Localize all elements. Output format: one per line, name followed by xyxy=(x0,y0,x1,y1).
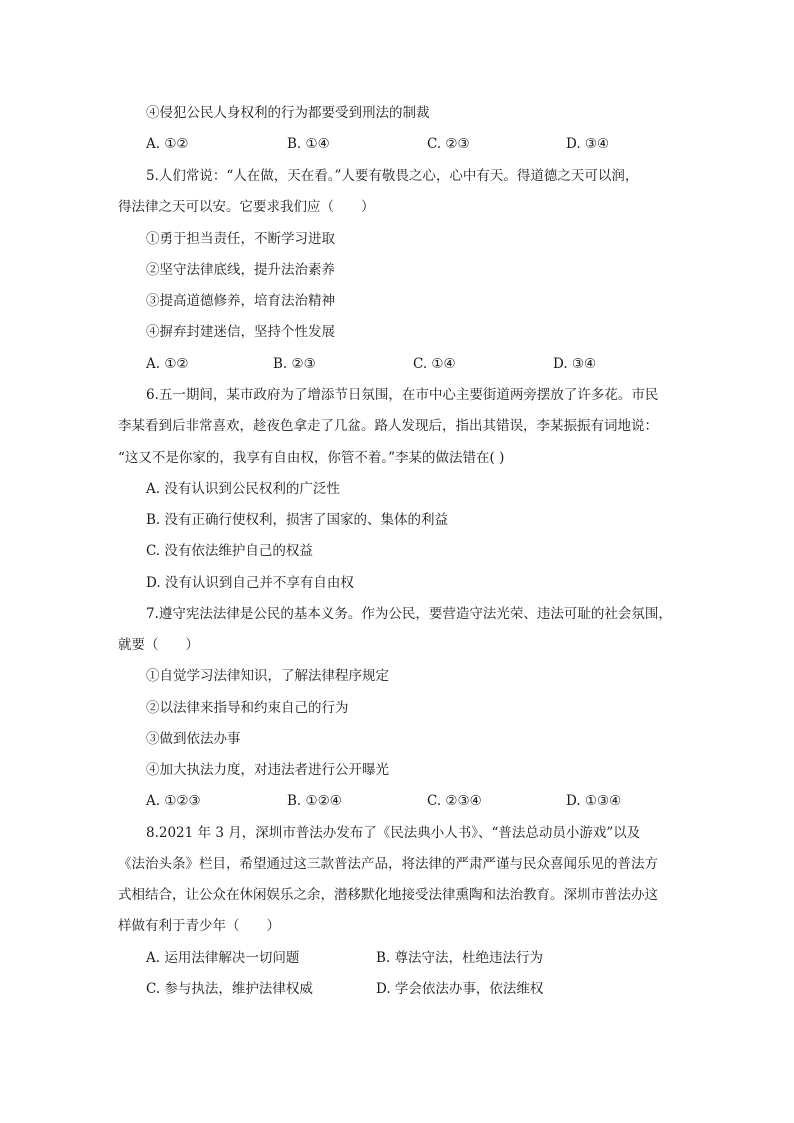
q6-option-a: A. 没有认识到公民权利的广泛性 xyxy=(146,481,340,497)
q8-option-d: D. 学会依法办事，依法维权 xyxy=(376,981,544,997)
q5-item-4: ④摒弃封建迷信，坚持个性发展 xyxy=(146,324,335,340)
q5-item-1: ①勇于担当责任，不断学习进取 xyxy=(146,231,335,247)
q7-stem-line-1: 7.遵守宪法法律是公民的基本义务。作为公民，要营造守法光荣、违法可耻的社会氛围， xyxy=(146,606,672,622)
q8-option-a: A. 运用法律解决一切问题 xyxy=(146,950,300,966)
q6-option-d: D. 没有认识到自己并不享有自由权 xyxy=(146,575,354,591)
q5-option-d: D. ③④ xyxy=(553,356,597,372)
q5-stem-line-1: 5.人们常说：“人在做，天在看。”人要有敬畏之心，心中有天。得道德之天可以润， xyxy=(146,168,639,184)
q8-stem-line-1: 8.2021 年 3 月，深圳市普法办发布了《民法典小人书》、“普法总动员小游戏”以及 xyxy=(146,825,641,841)
q8-stem-line-4: 样做有利于青少年（ ） xyxy=(118,918,280,934)
q4-option-c: C. ②③ xyxy=(427,136,470,152)
q6-stem-line-2: 李某看到后非常喜欢，趁夜色拿走了几盆。路人发现后，指出其错误，李某振振有词地说： xyxy=(118,418,658,434)
q6-stem-line-1: 6.五一期间，某市政府为了增添节日氛围，在市中心主要街道两旁摆放了许多花。市民 xyxy=(146,387,659,403)
q7-item-4: ④加大执法力度，对违法者进行公开曝光 xyxy=(146,762,389,778)
q6-stem-line-3: “这又不是你家的，我享有自由权，你管不着。”李某的做法错在( ) xyxy=(118,450,505,466)
q6-option-b: B. 没有正确行使权利，损害了国家的、集体的利益 xyxy=(146,512,449,528)
q5-item-2: ②坚守法律底线，提升法治素养 xyxy=(146,262,335,278)
q5-option-c: C. ①④ xyxy=(413,356,456,372)
q5-option-a: A. ①② xyxy=(146,356,189,372)
q7-item-2: ②以法律来指导和约束自己的行为 xyxy=(146,700,349,716)
q7-option-a: A. ①②③ xyxy=(146,793,201,809)
q7-option-d: D. ①③④ xyxy=(566,793,622,809)
q4-option-b: B. ①④ xyxy=(287,136,330,152)
q7-item-3: ③做到依法办事 xyxy=(146,731,241,747)
q8-stem-line-2: 《法治头条》栏目，希望通过这三款普法产品，将法律的严肃严谨与民众喜闻乐见的普法方 xyxy=(118,856,658,872)
q8-stem-line-3: 式相结合，让公众在休闲娱乐之余，潜移默化地接受法律熏陶和法治教育。深圳市普法办这 xyxy=(118,887,658,903)
q4-option-d: D. ③④ xyxy=(566,136,610,152)
q6-option-c: C. 没有依法维护自己的权益 xyxy=(146,543,313,559)
q7-item-1: ①自觉学习法律知识，了解法律程序规定 xyxy=(146,668,389,684)
q4-item-4: ④侵犯公民人身权利的行为都要受到刑法的制裁 xyxy=(146,105,430,121)
q7-option-c: C. ②③④ xyxy=(427,793,482,809)
q8-option-b: B. 尊法守法，杜绝违法行为 xyxy=(376,950,544,966)
q5-item-3: ③提高道德修养，培育法治精神 xyxy=(146,293,335,309)
q5-option-b: B. ②③ xyxy=(273,356,316,372)
q7-stem-line-2: 就要（ ） xyxy=(118,637,199,653)
q8-option-c: C. 参与执法，维护法律权威 xyxy=(146,981,313,997)
q4-option-a: A. ①② xyxy=(146,136,189,152)
q7-option-b: B. ①②④ xyxy=(287,793,342,809)
q5-stem-line-2: 得法律之天可以安。它要求我们应（ ） xyxy=(118,199,375,215)
